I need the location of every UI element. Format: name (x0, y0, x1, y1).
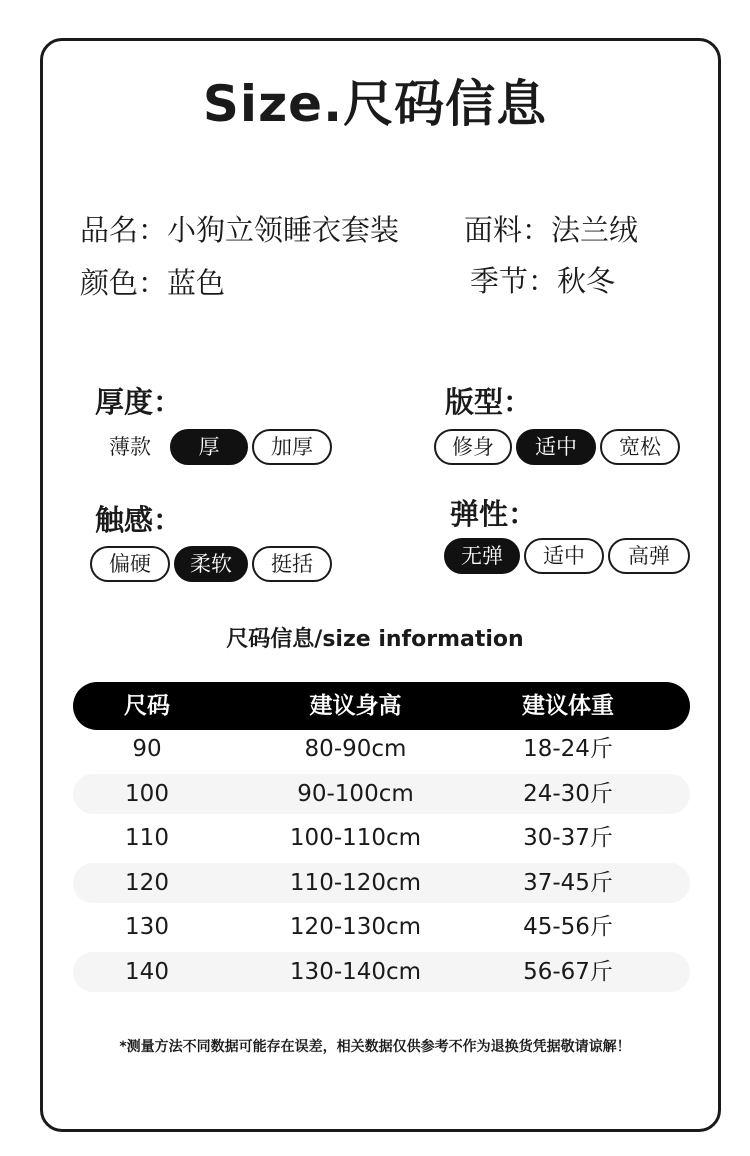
season-label: 季节： (470, 264, 558, 298)
header-height: 建议身高 (309, 693, 402, 719)
page-title: Size.尺码信息 (202, 75, 548, 133)
fabric-info (464, 210, 638, 250)
table-row (73, 952, 690, 992)
color-value: 蓝色 (167, 266, 226, 300)
product-name-label: 品名： (80, 213, 168, 247)
thickness-option-thin: 薄款 (109, 435, 151, 459)
elasticity-options (444, 538, 694, 574)
thickness-options (94, 429, 336, 465)
cell-weight: 18-24斤 (523, 736, 613, 762)
table-row (73, 907, 690, 947)
table-row (73, 774, 690, 814)
elasticity-label: 弹性： (450, 497, 538, 531)
season-value: 秋冬 (557, 264, 616, 298)
cell-weight: 24-30斤 (523, 781, 613, 807)
fit-options (434, 429, 684, 465)
cell-size: 130 (125, 914, 169, 940)
fit-option-regular-selected: 适中 (516, 429, 596, 465)
cell-size: 100 (125, 781, 169, 807)
cell-weight: 45-56斤 (523, 914, 613, 940)
header-weight: 建议体重 (522, 693, 614, 719)
size-table-header (73, 682, 690, 730)
fit-option-loose: 宽松 (600, 429, 680, 465)
thickness-option-thick-selected: 厚 (170, 429, 248, 465)
fabric-value: 法兰绒 (551, 213, 639, 247)
elasticity-option-high: 高弹 (608, 538, 690, 574)
cell-height: 90-100cm (297, 781, 414, 807)
table-row (73, 729, 690, 769)
cell-height: 120-130cm (289, 914, 422, 940)
fit-option-slim: 修身 (434, 429, 512, 465)
season-info (470, 261, 615, 301)
thickness-option-extra-thick: 加厚 (252, 429, 332, 465)
fit-label: 版型： (445, 385, 533, 419)
elasticity-option-none-selected: 无弹 (444, 538, 520, 574)
color-label: 颜色： (80, 266, 168, 300)
feel-options (90, 546, 336, 582)
thickness-label: 厚度： (95, 385, 183, 419)
product-name (80, 210, 399, 250)
size-table-title: 尺码信息/size information (226, 627, 524, 652)
feel-option-crisp: 挺括 (252, 546, 332, 582)
product-name-value: 小狗立领睡衣套装 (167, 213, 400, 247)
cell-weight: 37-45斤 (523, 870, 613, 896)
table-row (73, 863, 690, 903)
header-size: 尺码 (124, 693, 170, 719)
feel-option-firm: 偏硬 (90, 546, 170, 582)
cell-size: 140 (125, 959, 169, 985)
color-info (80, 263, 225, 303)
table-row (73, 818, 690, 858)
cell-height: 110-120cm (289, 870, 422, 896)
cell-size: 90 (132, 736, 162, 762)
cell-height: 100-110cm (289, 825, 422, 851)
cell-weight: 56-67斤 (523, 959, 613, 985)
feel-label: 触感： (95, 503, 183, 537)
cell-height: 130-140cm (289, 959, 422, 985)
cell-weight: 30-37斤 (523, 825, 613, 851)
cell-height: 80-90cm (304, 736, 407, 762)
feel-option-soft-selected: 柔软 (174, 546, 248, 582)
elasticity-option-moderate: 适中 (524, 538, 604, 574)
cell-size: 110 (125, 825, 169, 851)
fabric-label: 面料： (464, 213, 552, 247)
cell-size: 120 (125, 870, 169, 896)
disclaimer-note: *测量方法不同数据可能存在误差，相关数据仅供参考不作为退换货凭据敬请谅解！ (119, 1039, 631, 1055)
